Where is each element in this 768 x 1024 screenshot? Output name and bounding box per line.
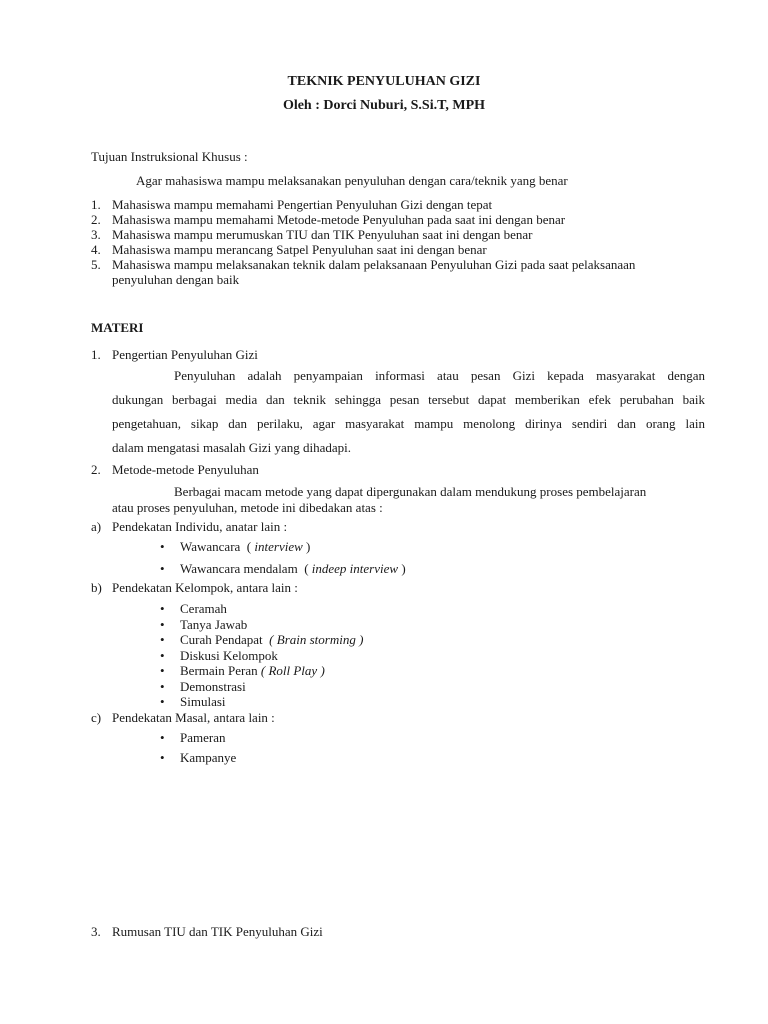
document-title: TEKNIK PENYULUHAN GIZI bbox=[287, 74, 481, 89]
list-item-text: Curah Pendapat bbox=[180, 632, 270, 647]
tik-item-text: Mahasiswa mampu merancang Satpel Penyuluhan saat ini dengan benar bbox=[112, 242, 487, 257]
bullet-icon: • bbox=[160, 539, 165, 554]
list-item-term: ( Roll Play ) bbox=[260, 663, 325, 678]
section-1-line: Penyuluhan adalah penyampaian informasi atau pesan Gizi kepada masyarakat dengan bbox=[174, 368, 705, 383]
bullet-icon: • bbox=[160, 679, 165, 694]
section-2-heading: Metode-metode Penyuluhan bbox=[112, 462, 259, 477]
bullet-icon: • bbox=[160, 648, 165, 663]
list-item bbox=[180, 632, 363, 648]
materi-heading: MATERI bbox=[91, 320, 144, 335]
tik-item-number: 3. bbox=[91, 227, 101, 242]
group-heading: Pendekatan Kelompok, antara lain : bbox=[112, 580, 298, 595]
group-label: a) bbox=[91, 519, 102, 534]
list-item-text: Wawancara ( bbox=[180, 539, 255, 554]
bullet-icon: • bbox=[160, 663, 165, 678]
list-item-text: Ceramah bbox=[180, 601, 227, 616]
tik-item-text: Mahasiswa mampu merumuskan TIU dan TIK Penyuluhan saat ini dengan benar bbox=[112, 227, 533, 242]
bullet-icon: • bbox=[160, 750, 165, 765]
list-item-text: Diskusi Kelompok bbox=[180, 648, 278, 663]
list-item bbox=[180, 694, 226, 710]
tik-item-text: Mahasiswa mampu memahami Metode-metode Penyuluhan pada saat ini dengan benar bbox=[112, 212, 566, 227]
list-item bbox=[180, 750, 236, 766]
tik-item-number: 5. bbox=[91, 257, 101, 272]
list-item bbox=[180, 617, 247, 633]
bullet-icon: • bbox=[160, 601, 165, 616]
list-item-text: Wawancara mendalam ( bbox=[180, 561, 312, 576]
list-item-text: Pameran bbox=[180, 730, 226, 745]
section-2-line: Berbagai macam metode yang dapat dipergunakan dalam mendukung proses pembelajaran bbox=[174, 484, 647, 499]
list-item bbox=[180, 730, 225, 746]
list-item-text: Simulasi bbox=[180, 694, 226, 709]
list-item-end: ) bbox=[398, 561, 406, 576]
list-item bbox=[180, 679, 246, 695]
tik-item-number: 2. bbox=[91, 212, 101, 227]
tik-item-number: 4. bbox=[91, 242, 101, 257]
list-item-term: ( Brain storming ) bbox=[269, 632, 364, 647]
section-1-heading: Pengertian Penyuluhan Gizi bbox=[112, 347, 258, 362]
tik-label: Tujuan Instruksional Khusus : bbox=[91, 149, 248, 164]
section-2-line: atau proses penyuluhan, metode ini dibedakan atas : bbox=[112, 500, 383, 515]
section-1-number: 1. bbox=[91, 347, 101, 362]
list-item-end: ) bbox=[302, 539, 311, 554]
list-item-text: Tanya Jawab bbox=[180, 617, 248, 632]
list-item bbox=[180, 601, 227, 617]
tik-item-text: Mahasiswa mampu melaksanakan teknik dalam pelaksanaan Penyuluhan Gizi pada saat pelaksanaan bbox=[112, 257, 636, 272]
list-item bbox=[180, 539, 310, 555]
bullet-icon: • bbox=[160, 561, 165, 576]
author-line: Oleh : Dorci Nuburi, S.Si.T, MPH bbox=[282, 98, 486, 113]
bullet-icon: • bbox=[160, 694, 165, 709]
bullet-icon: • bbox=[160, 632, 165, 647]
list-item bbox=[180, 561, 406, 577]
section-3-number: 3. bbox=[91, 924, 101, 939]
list-item-text: Demonstrasi bbox=[180, 679, 246, 694]
list-item bbox=[180, 663, 325, 679]
group-heading: Pendekatan Individu, anatar lain : bbox=[112, 519, 288, 534]
list-item bbox=[180, 648, 278, 664]
section-1-line: dalam mengatasi masalah Gizi yang dihadapi. bbox=[112, 440, 351, 455]
tik-item-text: Mahasiswa mampu memahami Pengertian Penyuluhan Gizi dengan tepat bbox=[112, 197, 493, 212]
list-item-text: Bermain Peran bbox=[180, 663, 261, 678]
tik-item-text: penyuluhan dengan baik bbox=[112, 272, 240, 287]
list-item-term: interview bbox=[254, 539, 303, 554]
list-item-text: Kampanye bbox=[180, 750, 237, 765]
group-heading: Pendekatan Masal, antara lain : bbox=[112, 710, 275, 725]
section-1-line: dukungan berbagai media dan teknik sehingga pesan tersebut dapat memberikan efek perubahan baik bbox=[112, 392, 705, 407]
section-2-number: 2. bbox=[91, 462, 101, 477]
bullet-icon: • bbox=[160, 730, 165, 745]
tik-item-number: 1. bbox=[91, 197, 101, 212]
section-3-heading: Rumusan TIU dan TIK Penyuluhan Gizi bbox=[112, 924, 323, 939]
tik-intro: Agar mahasiswa mampu melaksanakan penyuluhan dengan cara/teknik yang benar bbox=[136, 173, 568, 188]
group-label: c) bbox=[91, 710, 102, 725]
section-1-line: pengetahuan, sikap dan perilaku, agar masyarakat mampu menolong dirinya sendiri dan orang lain bbox=[112, 416, 705, 431]
list-item-term: indeep interview bbox=[311, 561, 399, 576]
group-label: b) bbox=[91, 580, 102, 595]
bullet-icon: • bbox=[160, 617, 165, 632]
